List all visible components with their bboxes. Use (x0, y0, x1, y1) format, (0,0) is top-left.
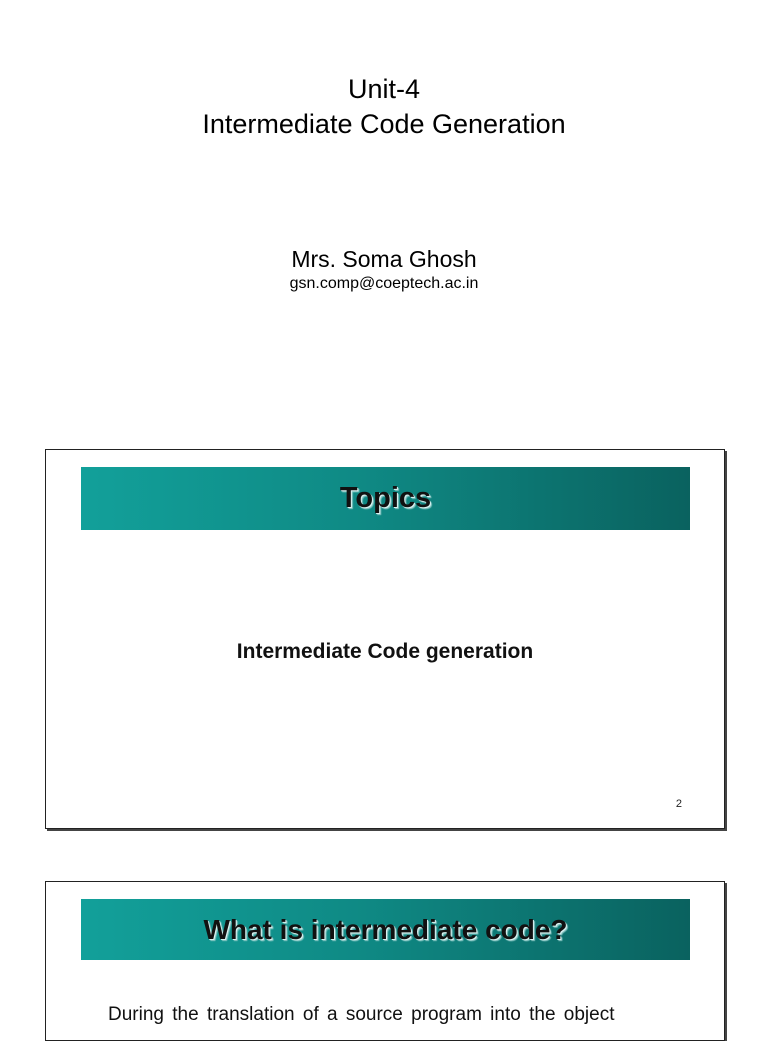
slide-heading-banner: What is intermediate code? (81, 899, 690, 960)
author-block (0, 244, 768, 294)
author-email: gsn.comp@coeptech.ac.in (289, 275, 479, 292)
cover-title-block (0, 72, 768, 142)
slide-heading-banner: Topics (81, 467, 690, 530)
author-name: Mrs. Soma Ghosh (291, 246, 477, 272)
document-title: Intermediate Code Generation (202, 109, 566, 139)
slide-number: 2 (675, 798, 682, 810)
slide-what-is-intermediate-code (45, 881, 725, 1041)
slide-body-text: Intermediate Code generation (236, 640, 534, 663)
unit-label: Unit-4 (347, 74, 421, 104)
slide-body-text: During the translation of a source program into the object (108, 1004, 615, 1025)
slide-topics (45, 449, 725, 829)
